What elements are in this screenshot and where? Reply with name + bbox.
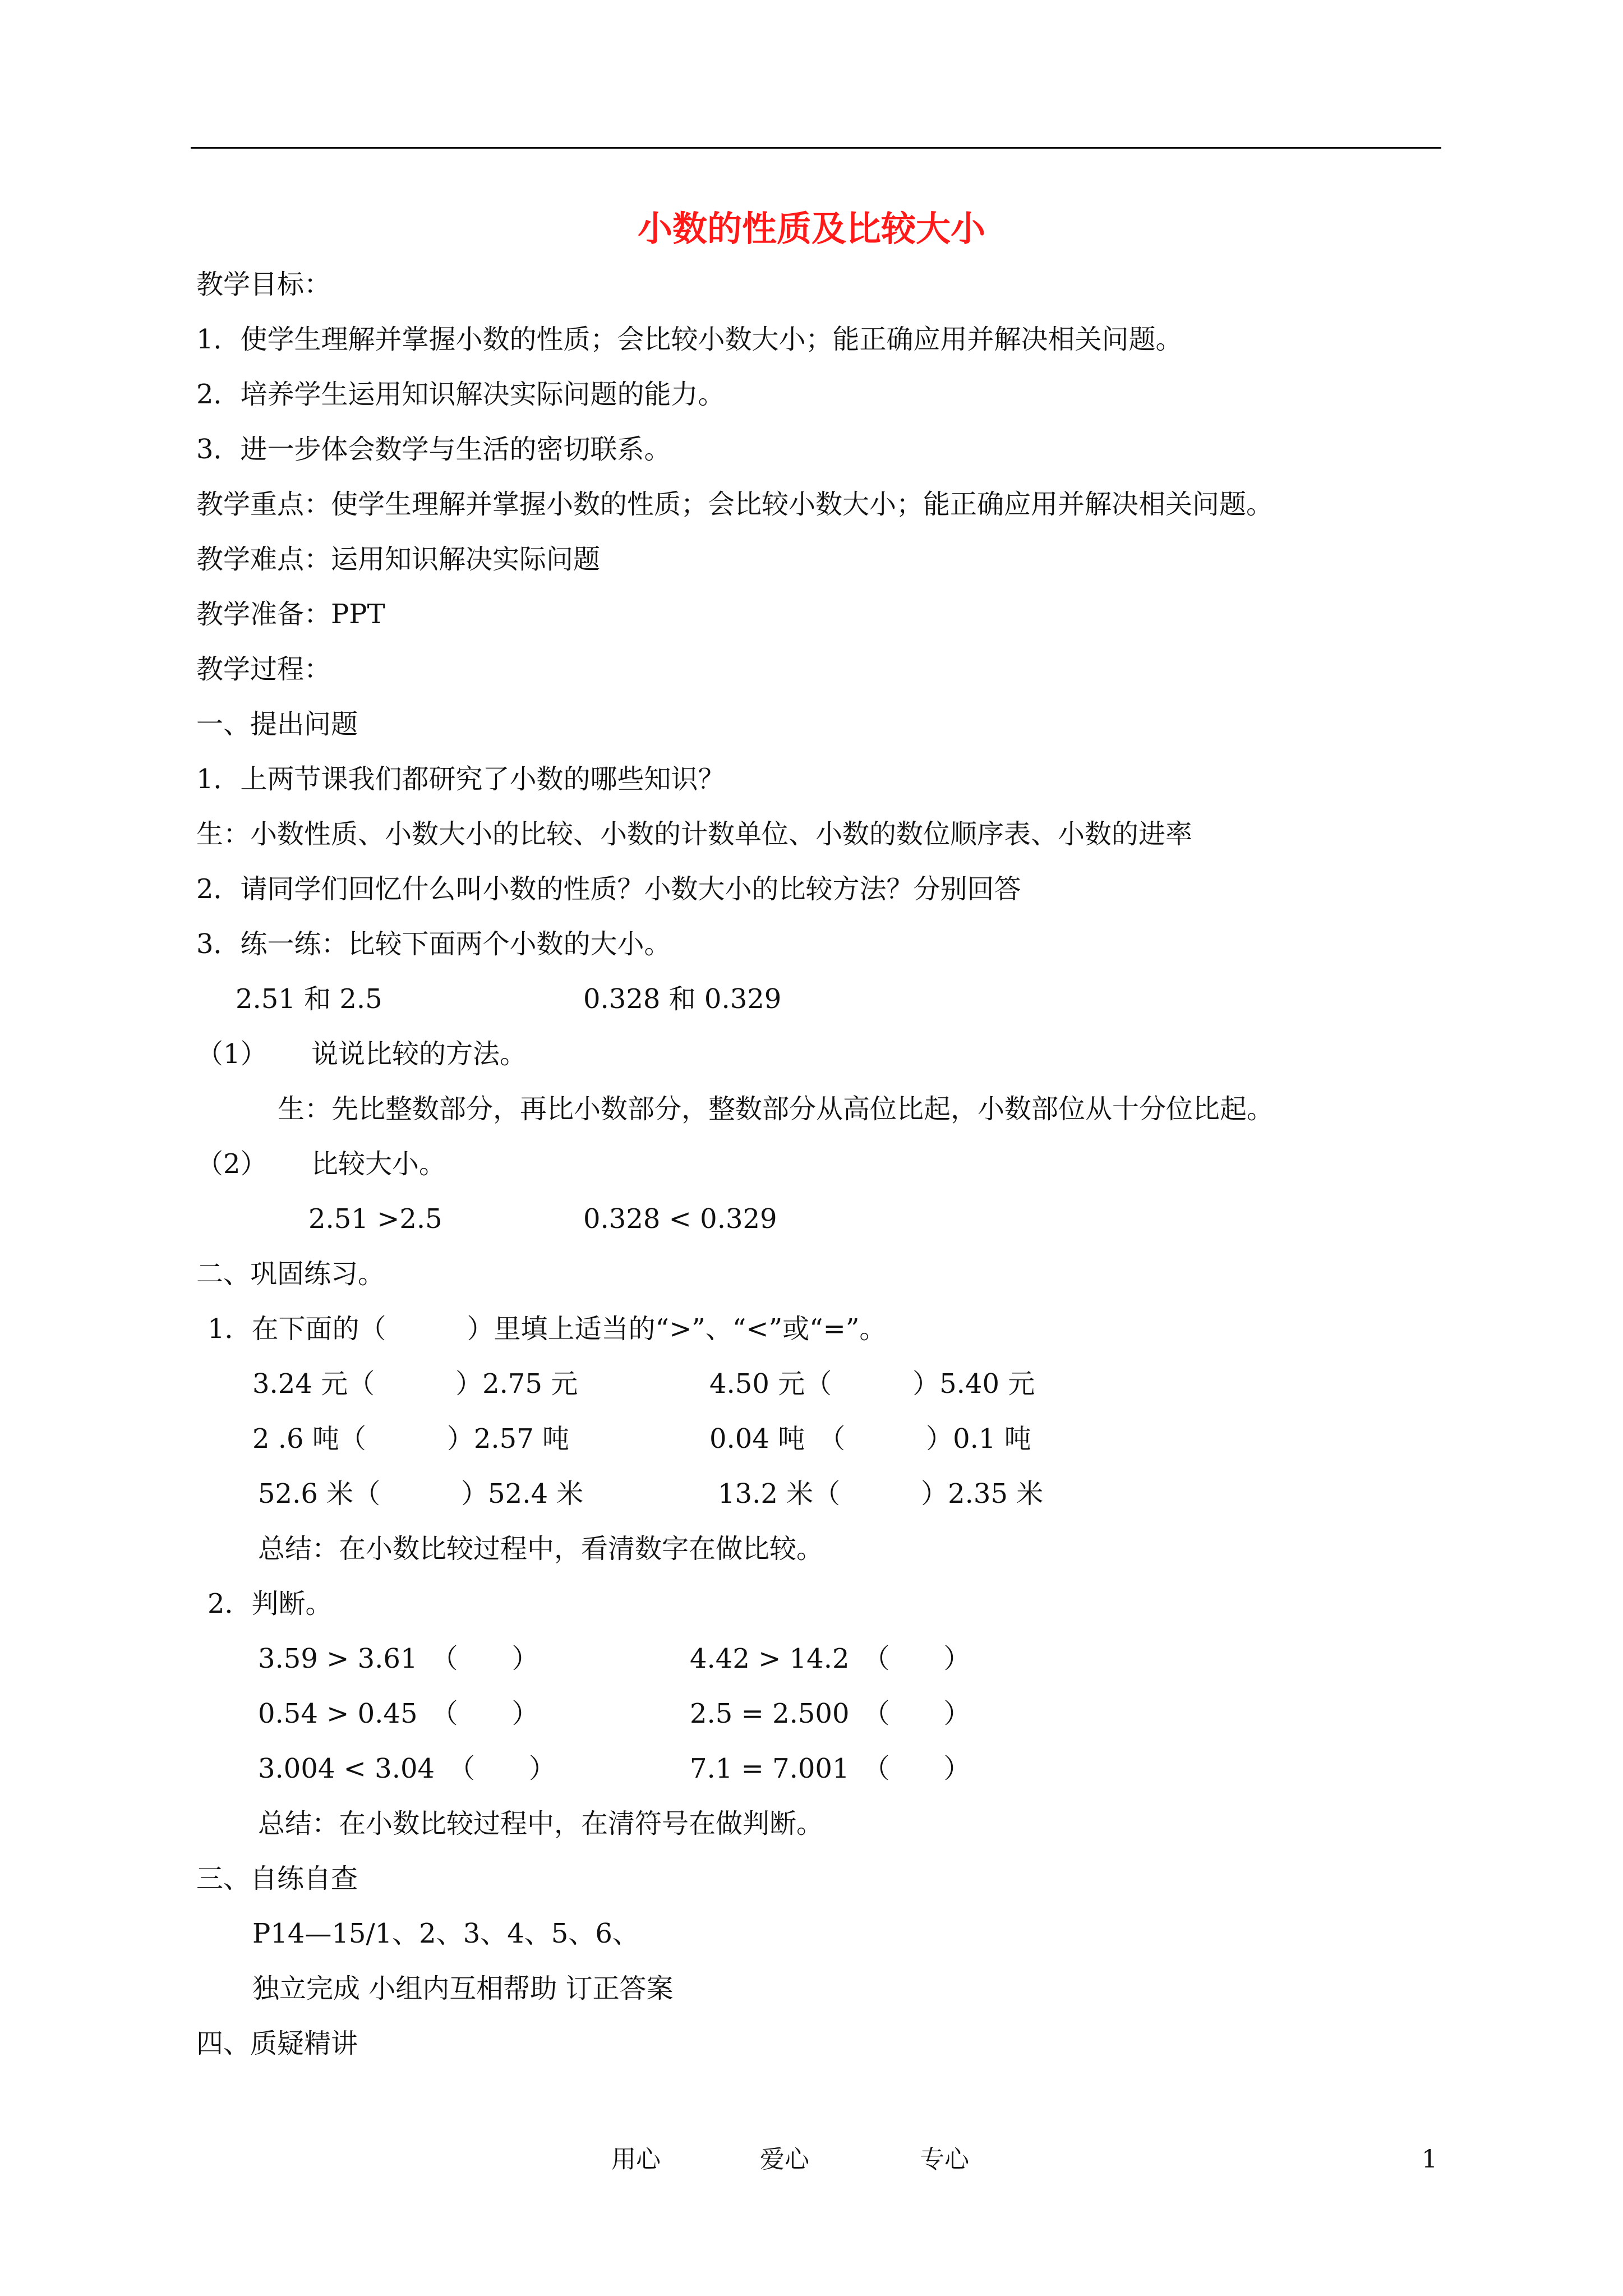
exercise-1-row-3-left: 52.6 米（ ）52.4 米 [258,1478,584,1510]
page-reference: P14—15/1、2、3、4、5、6、 [252,1918,639,1949]
preparation: 教学准备：PPT [196,599,385,630]
goal-item-2: 2．培养学生运用知识解决实际问题的能力。 [196,379,725,410]
difficulty: 教学难点：运用知识解决实际问题 [196,544,601,575]
exercise-1-row-2-left: 2 .6 吨（ ）2.57 吨 [252,1423,569,1455]
goal-heading: 教学目标： [196,269,331,300]
section-heading-2: 二、巩固练习。 [196,1258,385,1290]
sub-item-text-2: 比较大小。 [311,1148,446,1180]
footer-word-1: 用心 [611,2145,661,2174]
exercise-2-row-3-right: 7.1 = 7.001 （ ） [690,1753,971,1784]
exercise-2-prompt: 2．判断。 [208,1588,333,1619]
exercise-1-row-1-right: 4.50 元（ ）5.40 元 [709,1368,1035,1400]
compare-pair-a: 2.51 和 2.5 [236,983,382,1015]
result-a: 2.51 >2.5 [308,1203,442,1235]
exercise-1-row-2-right: 0.04 吨 （ ）0.1 吨 [709,1423,1031,1455]
sub-item-answer-1: 生：先比整数部分，再比小数部分，整数部分从高位比起，小数部位从十分位比起。 [278,1093,1274,1125]
question-1: 1．上两节课我们都研究了小数的哪些知识？ [196,763,725,795]
exercise-2-row-2-right: 2.5 = 2.500 （ ） [690,1698,971,1729]
result-b: 0.328 < 0.329 [583,1203,777,1235]
exercise-2-row-1-left: 3.59 > 3.61 （ ） [258,1643,539,1674]
goal-item-1: 1．使学生理解并掌握小数的性质；会比较小数大小；能正确应用并解决相关问题。 [196,324,1183,355]
exercise-2-row-2-left: 0.54 > 0.45 （ ） [258,1698,539,1729]
exercise-2-row-3-left: 3.004 < 3.04 （ ） [258,1753,556,1784]
exercise-1-summary: 总结：在小数比较过程中，看清数字在做比较。 [258,1533,824,1565]
compare-pair-b: 0.328 和 0.329 [583,983,782,1015]
header-rule [191,147,1441,149]
question-2: 2．请同学们回忆什么叫小数的性质？小数大小的比较方法？分别回答 [196,873,1021,905]
practice-steps: 独立完成 小组内互相帮助 订正答案 [252,1973,674,2004]
sub-item-number-1: （1） [196,1038,268,1070]
exercise-2-summary: 总结：在小数比较过程中，在清符号在做判断。 [258,1808,824,1839]
key-point: 教学重点：使学生理解并掌握小数的性质；会比较小数大小；能正确应用并解决相关问题。 [196,489,1274,520]
exercise-2-row-1-right: 4.42 > 14.2 （ ） [690,1643,971,1674]
sub-item-number-2: （2） [196,1148,268,1180]
question-3: 3．练一练：比较下面两个小数的大小。 [196,928,671,960]
goal-item-3: 3．进一步体会数学与生活的密切联系。 [196,434,671,465]
sub-item-text-1: 说说比较的方法。 [311,1038,527,1070]
footer-word-3: 专心 [920,2145,969,2174]
page-number: 1 [1422,2145,1437,2174]
exercise-1-row-3-right: 13.2 米（ ）2.35 米 [718,1478,1044,1510]
answer-1: 生：小数性质、小数大小的比较、小数的计数单位、小数的数位顺序表、小数的进率 [196,818,1193,850]
document-title: 小数的性质及比较大小 [637,208,985,249]
section-heading-4: 四、质疑精讲 [196,2028,358,2059]
footer-word-2: 爱心 [760,2145,809,2174]
section-heading-3: 三、自练自查 [196,1863,358,1894]
exercise-1-prompt: 1．在下面的（ ）里填上适当的“>”、“<”或“=”。 [208,1313,887,1345]
exercise-1-row-1-left: 3.24 元（ ）2.75 元 [252,1368,578,1400]
process-heading: 教学过程： [196,654,331,685]
section-heading-1: 一、提出问题 [196,708,358,740]
